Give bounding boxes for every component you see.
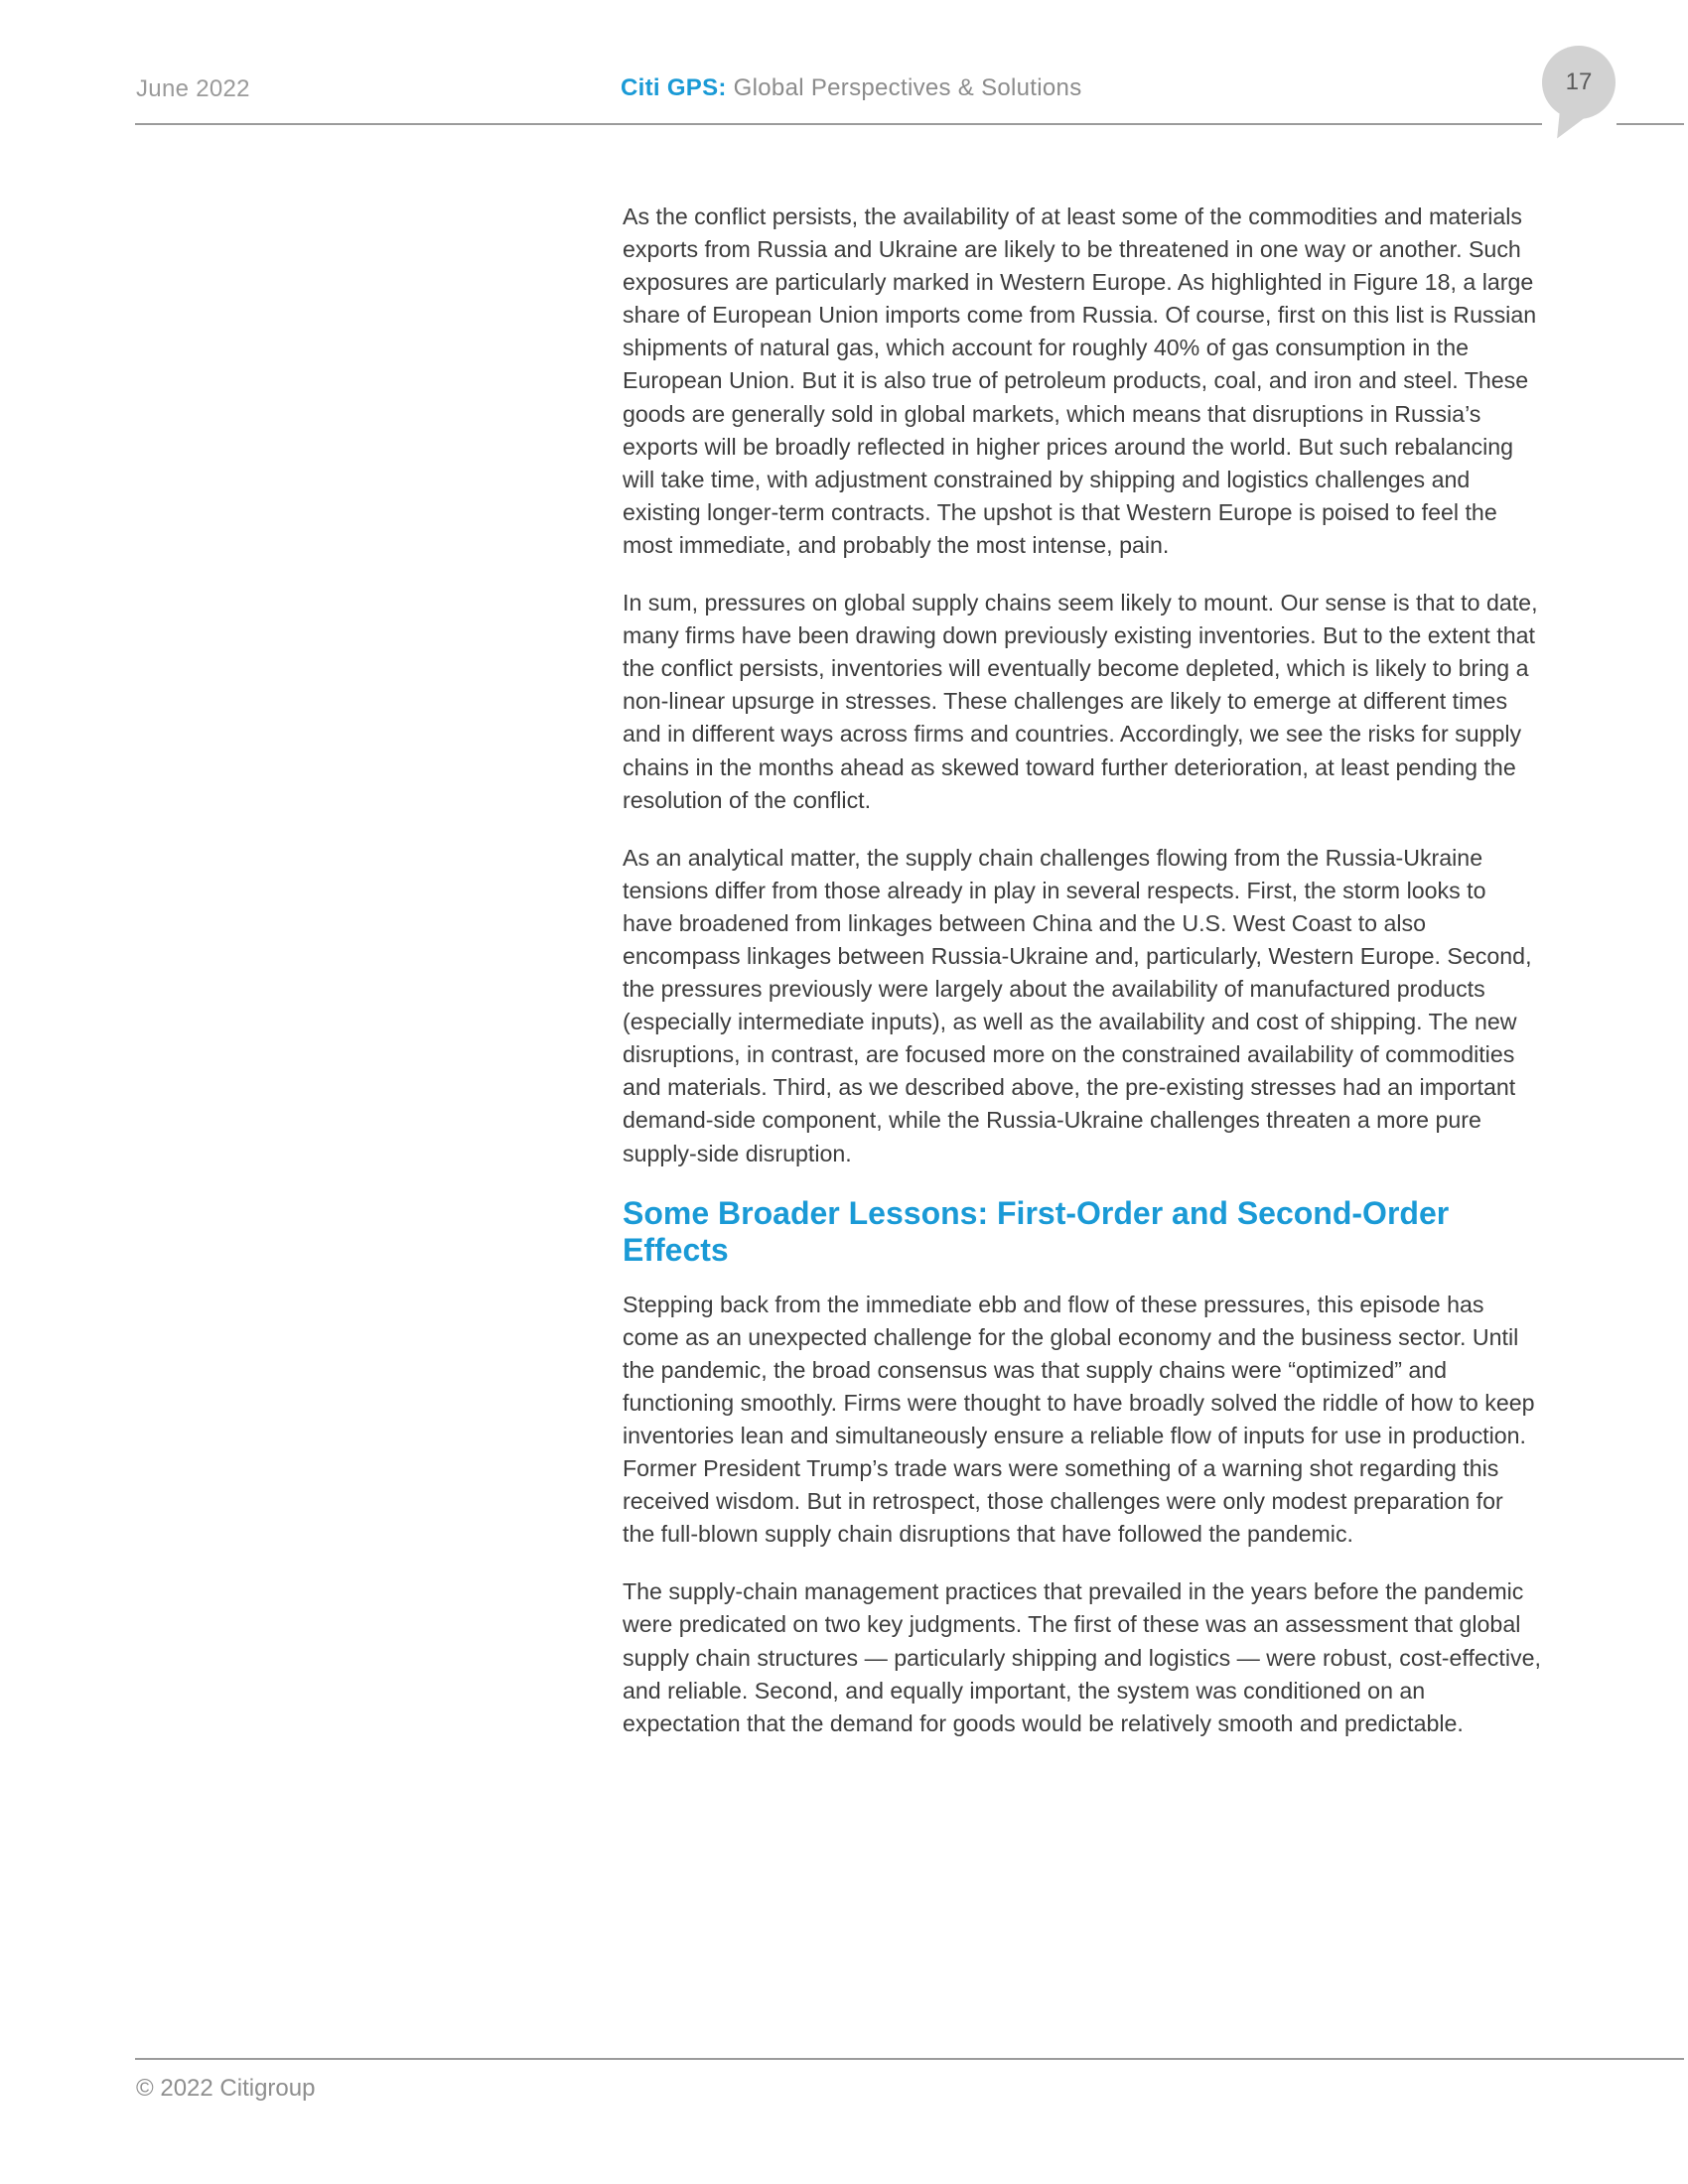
page-number-badge: 17: [1542, 46, 1616, 119]
brand-subtitle: Global Perspectives & Solutions: [726, 74, 1082, 101]
paragraph: The supply-chain management practices that prevailed in the years before the pandemic were predicated on two key judgments. The first of these was an assessment that global supply chain structures — particularly shipping and logistics — were robust, cost-effective, and reliable. Second, and equally important, the system was conditioned on an expectation that the demand for goods would be relatively smooth and predictable.: [623, 1578, 1541, 1736]
article-body: [623, 201, 1541, 1765]
section-heading: Some Broader Lessons: First-Order and Second-Order Effects: [623, 1194, 1450, 1268]
publication-title: [621, 74, 1082, 102]
brand-name: Citi GPS:: [621, 74, 727, 101]
paragraph: As the conflict persists, the availability of at least some of the commodities and materials exports from Russia and Ukraine are likely to be threatened in one way or another. Such exposures are particularly marked in Western Europe. As highlighted in Figure 18, a large share of European Union imports come from Russia. Of course, first on this list is Russian shipments of natural gas, which account for roughly 40% of gas consumption in the European Union. But it is also true of petroleum products, coal, and iron and steel. These goods are generally sold in global markets, which means that disruptions in Russia’s exports will be broadly reflected in higher prices around the world. But such rebalancing will take time, with adjustment constrained by shipping and logistics challenges and existing longer-term contracts. The upshot is that Western Europe is poised to feel the most immediate, and probably the most intense, pain.: [623, 204, 1537, 558]
footer-copyright: © 2022 Citigroup: [136, 2075, 316, 2102]
paragraph: Stepping back from the immediate ebb and flow of these pressures, this episode has come as an unexpected challenge for the global economy and the business sector. Until the pandemic, the broad consensus was that supply chains were “optimized” and functioning smoothly. Firms were thought to have broadly solved the riddle of how to keep inventories lean and simultaneously ensure a reliable flow of inputs for use in production. Former President Trump’s trade wars were something of a warning shot regarding this received wisdom. But in retrospect, those challenges were only modest preparation for the full-blown supply chain disruptions that have followed the pandemic.: [623, 1291, 1535, 1548]
footer-divider: [135, 2058, 1684, 2060]
paragraph: As an analytical matter, the supply chain challenges flowing from the Russia-Ukraine tensions differ from those already in play in several respects. First, the storm looks to have broadened from linkages between China and the U.S. West Coast to also encompass linkages between Russia-Ukraine and, particularly, Western Europe. Second, the pressures previously were largely about the availability of manufactured products (especially intermediate inputs), as well as the availability and cost of shipping. The new disruptions, in contrast, are focused more on the constrained availability of commodities and materials. Third, as we described above, the pre-existing stresses had an important demand-side component, while the Russia-Ukraine challenges threaten a more pure supply-side disruption.: [623, 844, 1532, 1166]
header-date: June 2022: [136, 75, 250, 102]
paragraph: In sum, pressures on global supply chains seem likely to mount. Our sense is that to date, many firms have been drawing down previously existing inventories. But to the extent that the conflict persists, inventories will eventually become depleted, which is likely to bring a non-linear upsurge in stresses. These challenges are likely to emerge at different times and in different ways across firms and countries. Accordingly, we see the risks for supply chains in the months ahead as skewed toward further deterioration, at least pending the resolution of the conflict.: [623, 590, 1538, 813]
header-divider: [135, 123, 1684, 125]
